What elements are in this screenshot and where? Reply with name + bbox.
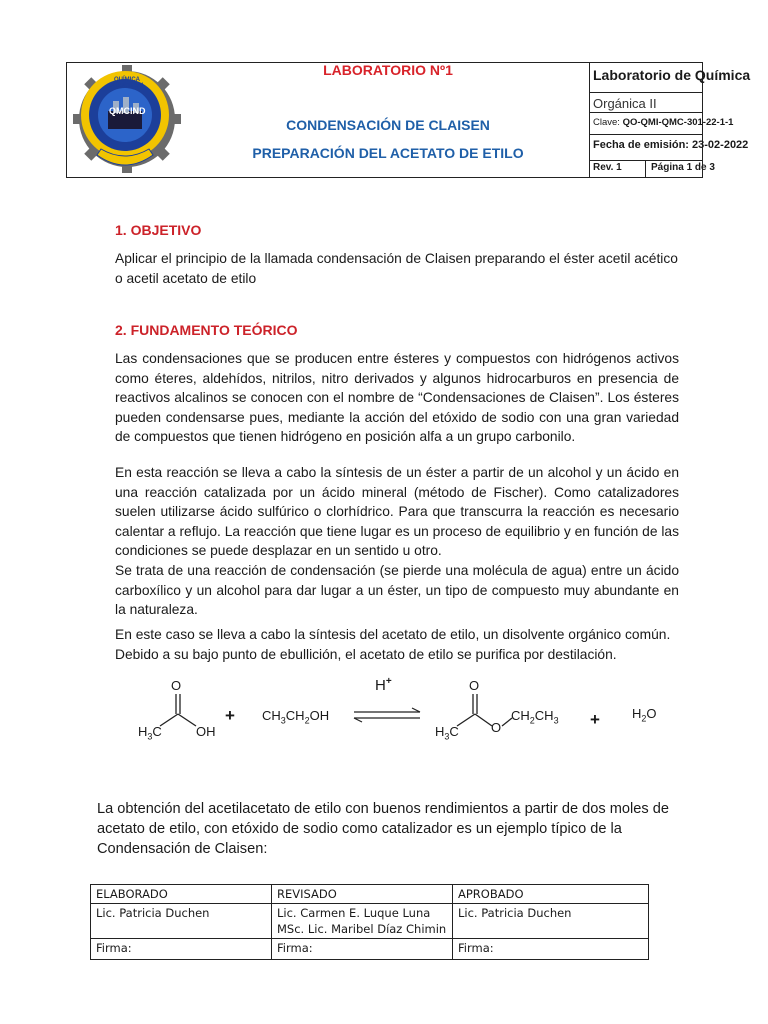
theory-paragraph-2: En esta reacción se lleva a cabo la síntesis de un éster a partir de un alcohol y un ácido en una reacción catalizada por un ácido mineral (método de Fischer). Como catalizadores suelen utilizarse ácido sulfúrico o clorhídrico. Para que transcurra la reacción es necesario calentar a reflujo. La reacción que tiene lugar es un proceso de equilibrio y en función de las condiciones se puede desplazar en un sentido u otro. [115,465,679,559]
code-value: QO-QMI-QMC-301-22-1-1 [622,117,734,128]
header-revisado: REVISADO [272,885,453,904]
revision-divider [645,161,646,177]
logo-ring-text: QUÍMICA INDUSTRIAL [108,77,146,89]
ester-methyl-sub: 3 [444,731,450,742]
esterification-reaction [120,670,680,750]
ester-carbonyl-o: O [469,678,480,693]
acid-catalyst: H+ [375,676,392,694]
code-row [589,113,734,135]
objective-title: 1. OBJETIVO [115,222,202,238]
theory-title: 2. FUNDAMENTO TEÓRICO [115,322,298,338]
ester-ethyl: $CH_2CH_3$ [511,708,559,726]
ester-methyl-c: C [449,724,459,739]
lab-number: LABORATORIO Nº1 [323,62,453,78]
document-header [66,62,751,178]
code-label-text: Clave: [593,117,620,128]
acid-methyl-sub: 3 [147,731,153,742]
firma-elaborado: Firma: [91,939,272,960]
issue-date: Fecha de emisión: 23-02-2022 [593,139,749,151]
objective-text: Aplicar el principio de la llamada condensación de Claisen preparando el éster acetil acético o acetil acetato de etilo [115,251,678,286]
header-elaborado: ELABORADO [91,885,272,904]
theory-paragraph-3: Se trata de una reacción de condensación (se pierde una molécula de agua) entre un ácido carboxílico y un alcohol para dar lugar a un éster, un tipo de compuesto muy abundante en la naturaleza. [115,563,679,618]
signature-table [90,884,649,960]
signature-header-row [91,885,649,904]
acid-methyl [138,724,162,742]
subject: Orgánica II [593,96,657,111]
subject-row [589,93,702,113]
logo-cell [67,63,187,177]
title-claisen: CONDENSACIÓN DE CLAISEN [286,117,490,133]
revisado-names [272,904,453,939]
document-meta [589,63,751,177]
plus-sign-2: + [590,710,600,729]
ester-oxygen: O [491,720,502,735]
signature-firma-row [91,939,649,960]
water: $H_2O$ [632,706,657,724]
acid-hydroxyl: OH [196,724,216,739]
code-label [593,117,733,128]
signature-names-row [91,904,649,939]
acid-methyl-c: C [152,724,162,739]
revisado-name-1: Lic. Carmen E. Luque Luna [277,906,431,920]
aprobado-name: Lic. Patricia Duchen [453,904,649,939]
firma-aprobado: Firma: [453,939,649,960]
ester-methyl-h: H [435,724,445,739]
logo-text: QMCIND [109,106,146,116]
revision-row [589,161,715,177]
revisado-name-2: MSc. Lic. Maribel Díaz Chimin [277,922,447,936]
ester-methyl [435,724,459,742]
elaborado-name: Lic. Patricia Duchen [91,904,272,939]
page-number: Página 1 de 3 [651,162,715,173]
department: Laboratorio de Química [593,67,751,83]
acid-carbonyl-o: O [171,678,182,693]
plus-sign-1: + [225,706,235,725]
header-aprobado: APROBADO [453,885,649,904]
title-preparation: PREPARACIÓN DEL ACETATO DE ETILO [252,145,524,161]
theory-paragraph-1: Las condensaciones que se producen entre ésteres y compuestos con hidrógenos activos como éteres, aldehídos, nitrilos, nitro derivados y algunos hidrocarburos en presencia de reactivos alcalinos se conocen con el nombre de “Condensaciones de Claisen”. Los ésteres pueden condensarse pues, mediante la acción del etóxido de sodio con una gran variedad de compuestos que tienen hidrógeno en posición alfa a un grupo carbonilo. [115,351,679,445]
revision: Rev. 1 [593,162,622,173]
ethanol: $CH_3CH_2OH$ [262,708,330,726]
title-cell [187,63,590,177]
department-row [589,63,751,93]
firma-revisado: Firma: [272,939,453,960]
claisen-paragraph: La obtención del acetilacetato de etilo con buenos rendimientos a partir de dos moles de acetato de etilo, con etóxido de sodio como catalizador es un ejemplo típico de la Condensación de Claisen: [97,801,669,857]
date-row [589,135,749,161]
theory-paragraph-4: En este caso se lleva a cabo la síntesis del acetato de etilo, un disolvente orgánico común. Debido a su bajo punto de ebullición, el acetato de etilo se purifica por destilación. [115,627,671,662]
acid-methyl-h: H [138,724,148,739]
